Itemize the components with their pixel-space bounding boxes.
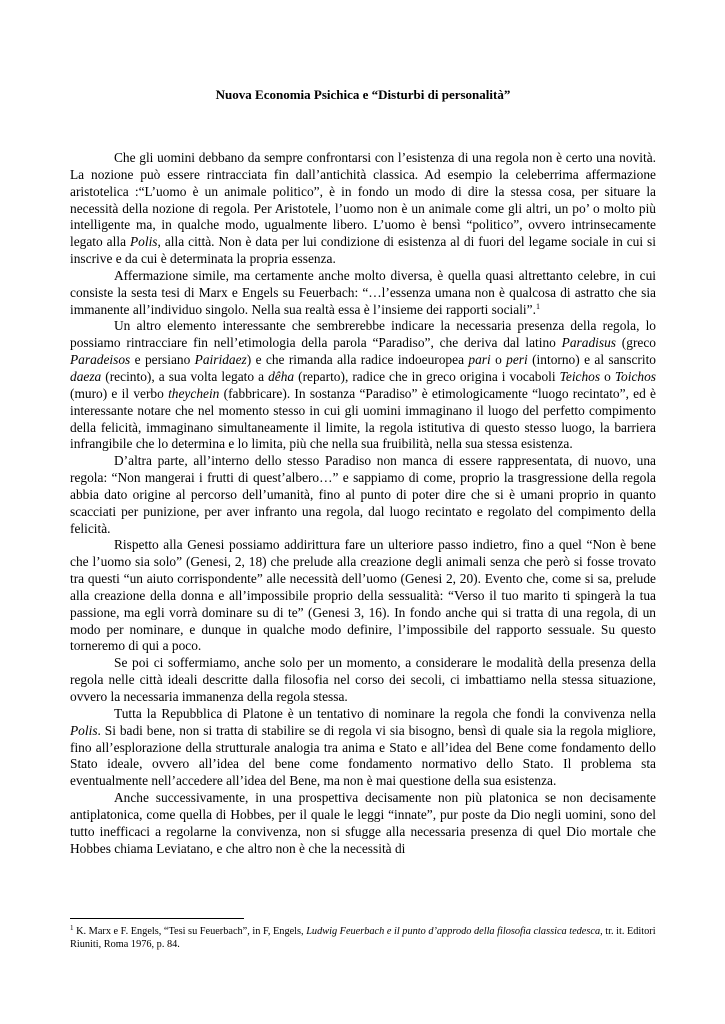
paragraph-6: Se poi ci soffermiamo, anche solo per un momento, a considerare le modalità della presenza della regola nelle città ideali descritte dalla filosofia nel corso dei secoli, ci imbattiamo nella stessa situazione, ovvero la necessaria immanenza della regola stessa. bbox=[70, 655, 656, 704]
paragraph-7: Tutta la Repubblica di Platone è un tentativo di nominare la regola che fondi la convivenza nella Polis. Si badi bene, non si tratta di stabilire se di regola vi sia bisogno, bensì di quale sia la regola migliore, fino all’esplorazione della strutturale analogia tra anima e Stato e all’idea del Bene come fondamento dello Stato ideale, ovvero all’idea del bene come fondamento normativo dello Stato. Il problema sta eventualmente nell’accedere all’idea del Bene, ma non è mai questione della sua esistenza. bbox=[70, 705, 656, 789]
page-title: Nuova Economia Psichica e “Disturbi di personalità” bbox=[215, 87, 511, 102]
paragraph-1: Che gli uomini debbano da sempre confrontarsi con l’esistenza di una regola non è certo una novità. La nozione può essere rintracciata fin dall’antichità classica. Ad esempio la celeberrima affermazione aristotelica :“L’uomo è un animale politico”, è in fondo un modo di dire la stessa cosa, per situare la necessità della nozione di regola. Per Aristotele, l’uomo non è un animale come gli altri, un po’ o molto più intelligente ma, in qualche modo, ugualmente libero. L’uomo è bensì “politico”, ovvero intrinsecamente legato alla Polis, alla città. Non è data per lui condizione di esistenza al di fuori del legame sociale in cui si inscrive e da cui è determinata la propria essenza. bbox=[70, 150, 656, 267]
paragraph-3: Un altro elemento interessante che sembrerebbe indicare la necessaria presenza della regola, lo possiamo rintracciare fin nell’etimologia della parola “Paradiso”, che deriva dal latino Paradisus (greco Paradeisos e persiano Pairidaez) e che rimanda alla radice indoeuropea pari o peri (intorno) e al sanscrito daeza (recinto), a sua volta legato a dêha (reparto), radice che in greco origina i vocaboli Teichos o Toichos (muro) e il verbo theychein (fabbricare). In sostanza “Paradiso” è etimologicamente “luogo recintato”, ed è interessante notare che nel momento stesso in cui gli uomini immaginano il luogo del perfetto compimento della felicità, immaginano simultaneamente il limite, la regola istitutiva di questo stesso luogo, la barriera infrangibile che lo determina e lo limita, più che nella sua fruibilità, nella sua stessa esistenza. bbox=[70, 318, 657, 452]
footnote: $^1$ K. Marx e F. Engels, “Tesi su Feuerbach”, in F, Engels, Ludwig Feuerbach e il punto d’approdo della filosofia classica tedesca, tr. it. Editori Riuniti, Roma 1976, p. 84. bbox=[70, 924, 656, 950]
footnote-divider bbox=[70, 918, 244, 919]
footnote-number: 1 bbox=[70, 924, 74, 932]
paragraph-2: Affermazione simile, ma certamente anche molto diversa, è quella quasi altrettanto celebre, in cui consiste la sesta tesi di Marx e Engels su Feuerbach: “…l’essenza umana non è qualcosa di astratto che sia immanente all’individuo singolo. Nella sua realtà essa è l’insieme dei rapporti sociali”.$^1$ bbox=[70, 267, 656, 317]
paragraph-4: D’altra parte, all’interno dello stesso Paradiso non manca di essere rappresentata, di nuovo, una regola: “Non mangerai i frutti di quest’albero…” e sappiamo di come, proprio la trasgressione della regola abbia dato origine al percorso dell’umanità, fino al punto di poter dire che si è umani proprio in quanto scacciati per punizione, per aver infranto una regola, dal luogo recintato e regolato del compimento della felicità. bbox=[70, 453, 656, 536]
paragraph-8: Anche successivamente, in una prospettiva decisamente non più platonica se non decisamente antiplatonica, come quella di Hobbes, per il quale le leggi “innate”, pur poste da Dio negli uomini, sono del tutto inefficaci a regolarne la convivenza, non si sfugge alla necessaria presenza di quel Dio mortale che Hobbes chiama Leviatano, e che altro non è che la necessità di bbox=[70, 790, 656, 856]
paragraph-5: Rispetto alla Genesi possiamo addirittura fare un ulteriore passo indietro, fino a quel “Non è bene che l’uomo sia solo” (Genesi, 2, 18) che prelude alla creazione degli animali senza che però si fosse trovato tra questi “un aiuto corrispondente” alle necessità dell’uomo (Genesi 2, 20). Evento che, come si sa, prelude alla creazione della donna e all’impossibile proprio della sessualità: “Verso il tuo marito ti spingerà la tua passione, ma egli vorrà dominare su di te” (Genesi 3, 16). In fondo anche qui si tratta di una regola, di un modo per nominare, e dunque in qualche modo definire, l’impossibile del rapporto sessuale. Su questo torneremo di qui a poco. bbox=[70, 537, 656, 654]
body-text bbox=[70, 150, 656, 857]
footnote-ref[interactable]: 1 bbox=[535, 301, 540, 311]
